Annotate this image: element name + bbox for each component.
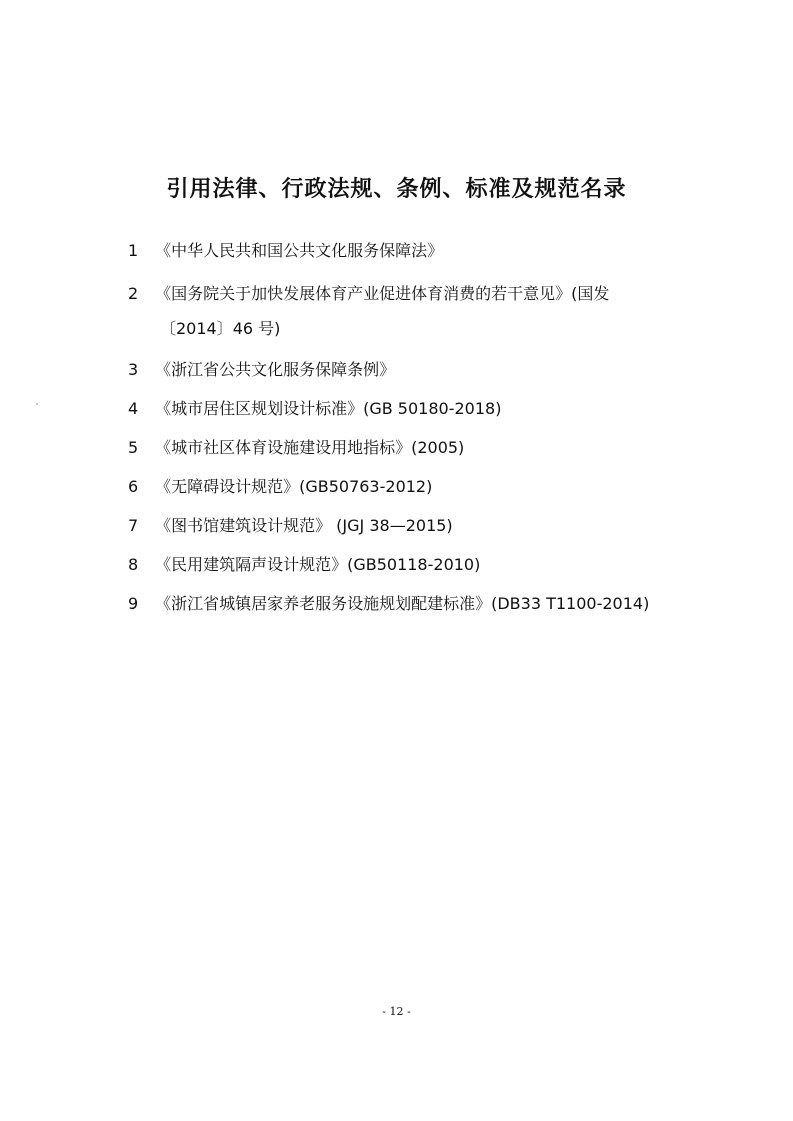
reference-number: 5 [128,438,139,457]
reference-text: 《无障碍设计规范》(GB50763-2012) [155,477,433,496]
reference-number: 2 [128,284,139,303]
reference-item [128,241,443,261]
reference-item [128,477,432,497]
reference-item [128,360,395,380]
reference-number: 7 [128,516,139,535]
reference-text: 《民用建筑隔声设计规范》(GB50118-2010) [155,555,481,574]
reference-number: 3 [128,360,139,379]
scan-speck [36,403,38,405]
reference-number: 9 [128,594,139,613]
reference-number: 1 [128,241,139,260]
reference-text-continuation: 〔2014〕46 号) [160,319,281,338]
reference-item [128,594,649,614]
reference-item [128,555,480,575]
reference-text: 《浙江省城镇居家养老服务设施规划配建标准》(DB33 T1100-2014) [155,594,650,613]
reference-text: 《中华人民共和国公共文化服务保障法》 [155,241,444,260]
page-title: 引用法律、行政法规、条例、标准及规范名录 [166,177,627,202]
reference-number: 6 [128,477,139,496]
reference-text: 《国务院关于加快发展体育产业促进体育消费的若干意见》(国发 [155,284,610,303]
reference-item [128,399,501,419]
reference-text: 《浙江省公共文化服务保障条例》 [155,360,396,379]
page-number: - 12 - [382,1005,411,1018]
reference-item [128,438,464,458]
reference-text: 《图书馆建筑设计规范》 (JGJ 38—2015) [155,516,453,535]
reference-number: 8 [128,555,139,574]
reference-text: 《城市社区体育设施建设用地指标》(2005) [155,438,465,457]
reference-number: 4 [128,399,139,418]
reference-item [128,284,609,304]
reference-item [128,516,453,536]
reference-text: 《城市居住区规划设计标准》(GB 50180-2018) [155,399,502,418]
